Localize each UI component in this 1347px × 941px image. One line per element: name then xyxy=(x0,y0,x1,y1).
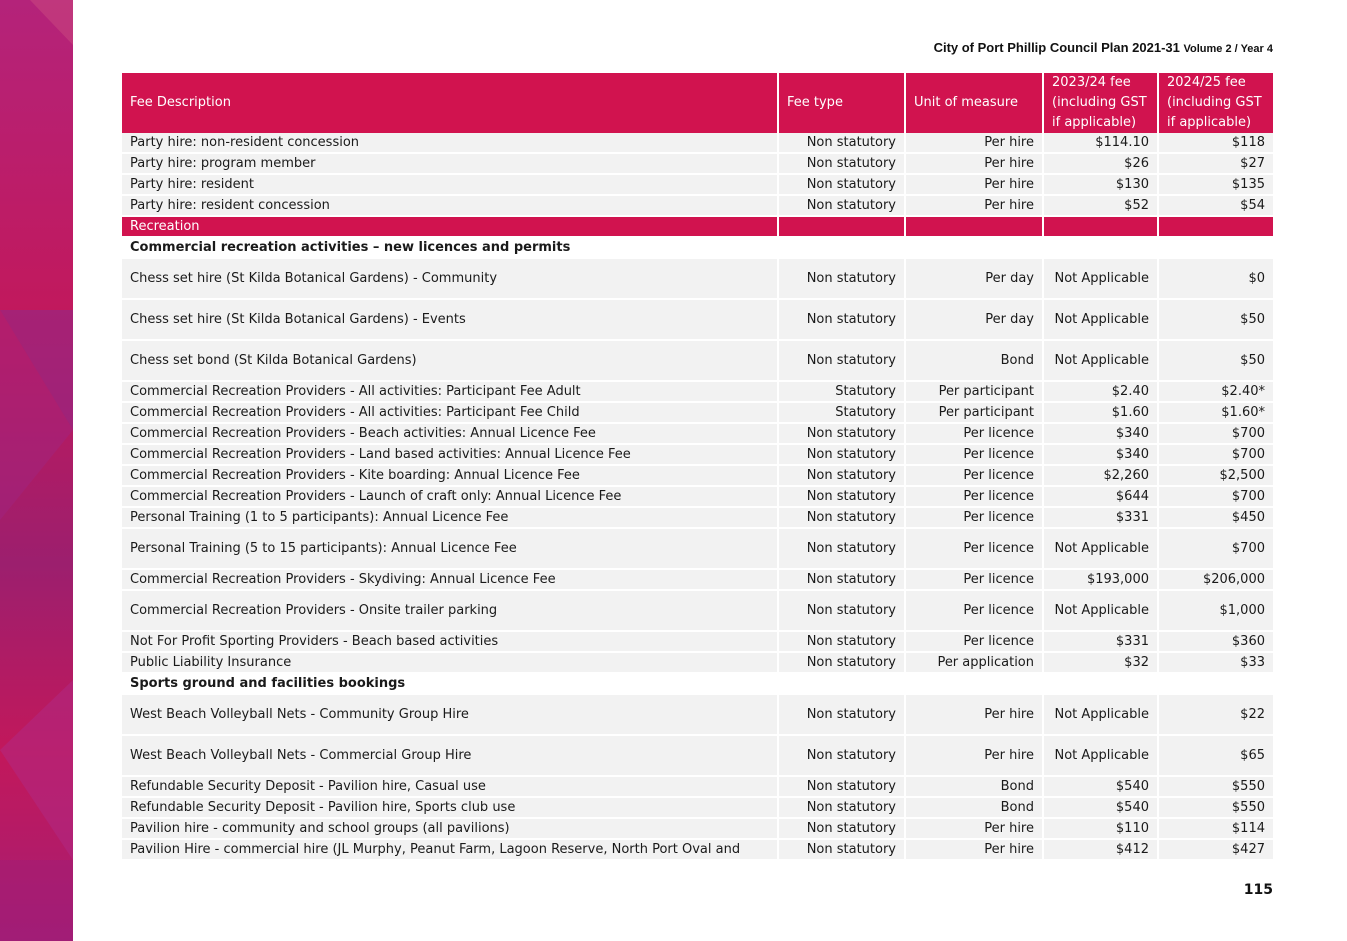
unit-of-measure-cell: Per hire xyxy=(905,694,1043,735)
fee-description-cell: Party hire: non-resident concession xyxy=(122,133,778,153)
fee-2024-25-cell: $65 xyxy=(1158,735,1273,776)
table-row xyxy=(122,153,1273,174)
fee-2023-24-cell: Not Applicable xyxy=(1043,299,1158,340)
fee-description-cell: West Beach Volleyball Nets - Commercial Group Hire xyxy=(122,735,778,776)
table-row xyxy=(122,465,1273,486)
unit-of-measure-cell: Bond xyxy=(905,340,1043,381)
fee-2023-24-cell: $52 xyxy=(1043,195,1158,216)
column-header-fee-type: Fee type xyxy=(778,73,905,133)
fee-2023-24-cell: $540 xyxy=(1043,797,1158,818)
fee-2024-25-cell: $360 xyxy=(1158,631,1273,652)
fee-2023-24-cell: $331 xyxy=(1043,507,1158,528)
unit-of-measure-cell: Per day xyxy=(905,258,1043,299)
unit-of-measure-cell: Per hire xyxy=(905,818,1043,839)
fee-2024-25-cell: $0 xyxy=(1158,258,1273,299)
unit-of-measure-cell: Per hire xyxy=(905,839,1043,860)
fee-type-cell: Non statutory xyxy=(778,776,905,797)
unit-of-measure-cell: Per licence xyxy=(905,528,1043,569)
fee-type-cell: Non statutory xyxy=(778,528,905,569)
fee-2024-25-cell: $700 xyxy=(1158,423,1273,444)
fee-description-cell: Chess set bond (St Kilda Botanical Gardens) xyxy=(122,340,778,381)
fee-2023-24-cell: $1.60 xyxy=(1043,402,1158,423)
fee-type-cell: Non statutory xyxy=(778,486,905,507)
fee-2024-25-cell: $118 xyxy=(1158,133,1273,153)
fee-2023-24-cell: $331 xyxy=(1043,631,1158,652)
fee-2024-25-cell: $27 xyxy=(1158,153,1273,174)
fee-description-cell: Commercial Recreation Providers - Onsite trailer parking xyxy=(122,590,778,631)
fee-2023-24-cell: $340 xyxy=(1043,423,1158,444)
fee-2023-24-cell: Not Applicable xyxy=(1043,258,1158,299)
fee-type-cell: Non statutory xyxy=(778,195,905,216)
table-row xyxy=(122,839,1273,860)
fee-2023-24-cell: $2.40 xyxy=(1043,381,1158,402)
table-row xyxy=(122,444,1273,465)
unit-of-measure-cell: Per participant xyxy=(905,381,1043,402)
fee-description-cell: Commercial Recreation Providers - Skydiving: Annual Licence Fee xyxy=(122,569,778,590)
unit-of-measure-cell: Per hire xyxy=(905,133,1043,153)
fee-2024-25-cell: $206,000 xyxy=(1158,569,1273,590)
unit-of-measure-cell: Per licence xyxy=(905,507,1043,528)
fee-2024-25-cell xyxy=(1158,216,1273,237)
table-row xyxy=(122,299,1273,340)
fee-2024-25-cell: $50 xyxy=(1158,299,1273,340)
fee-description-cell: Pavilion hire - community and school groups (all pavilions) xyxy=(122,818,778,839)
unit-of-measure-cell: Bond xyxy=(905,776,1043,797)
page-number: 115 xyxy=(1243,882,1273,898)
column-header-2023-24-fee: 2023/24 fee (including GST if applicable) xyxy=(1043,73,1158,133)
fee-description-cell: Personal Training (1 to 5 participants): Annual Licence Fee xyxy=(122,507,778,528)
fee-2024-25-cell: $450 xyxy=(1158,507,1273,528)
fee-type-cell: Non statutory xyxy=(778,797,905,818)
unit-of-measure-cell: Per day xyxy=(905,299,1043,340)
subheading-row xyxy=(122,237,1273,258)
table-row xyxy=(122,423,1273,444)
fee-type-cell: Non statutory xyxy=(778,694,905,735)
decorative-side-strip xyxy=(0,0,73,941)
document-header xyxy=(934,40,1273,55)
fee-description-cell: Chess set hire (St Kilda Botanical Gardens) - Events xyxy=(122,299,778,340)
table-row xyxy=(122,133,1273,153)
fee-type-cell: Non statutory xyxy=(778,465,905,486)
unit-of-measure-cell: Per hire xyxy=(905,153,1043,174)
fee-type-cell: Non statutory xyxy=(778,423,905,444)
unit-of-measure-cell: Per hire xyxy=(905,195,1043,216)
fee-2023-24-cell: $644 xyxy=(1043,486,1158,507)
fee-description-cell: Party hire: program member xyxy=(122,153,778,174)
table-row xyxy=(122,195,1273,216)
fee-description-cell: Commercial Recreation Providers - All activities: Participant Fee Adult xyxy=(122,381,778,402)
fee-description-cell: Pavilion Hire - commercial hire (JL Murphy, Peanut Farm, Lagoon Reserve, North Port Oval and xyxy=(122,839,778,860)
fee-2024-25-cell: $54 xyxy=(1158,195,1273,216)
table-row xyxy=(122,631,1273,652)
fee-2023-24-cell: Not Applicable xyxy=(1043,735,1158,776)
fee-description-cell: Party hire: resident concession xyxy=(122,195,778,216)
fee-2024-25-cell: $135 xyxy=(1158,174,1273,195)
subheading-cell: Commercial recreation activities – new licences and permits xyxy=(122,237,1273,258)
fee-type-cell: Non statutory xyxy=(778,340,905,381)
fee-2023-24-cell: Not Applicable xyxy=(1043,590,1158,631)
table-row xyxy=(122,486,1273,507)
unit-of-measure-cell: Per licence xyxy=(905,631,1043,652)
fee-type-cell: Statutory xyxy=(778,402,905,423)
unit-of-measure-cell: Per hire xyxy=(905,174,1043,195)
fee-2023-24-cell: $540 xyxy=(1043,776,1158,797)
fee-description-cell: Refundable Security Deposit - Pavilion hire, Sports club use xyxy=(122,797,778,818)
fee-type-cell: Non statutory xyxy=(778,839,905,860)
unit-of-measure-cell xyxy=(905,216,1043,237)
column-header-2024-25-fee: 2024/25 fee (including GST if applicable) xyxy=(1158,73,1273,133)
fee-description-cell: Commercial Recreation Providers - Launch of craft only: Annual Licence Fee xyxy=(122,486,778,507)
fee-2023-24-cell: $32 xyxy=(1043,652,1158,673)
fee-2023-24-cell: $114.10 xyxy=(1043,133,1158,153)
fees-table xyxy=(122,73,1273,861)
fee-2024-25-cell: $2,500 xyxy=(1158,465,1273,486)
fee-2024-25-cell: $550 xyxy=(1158,797,1273,818)
fee-2024-25-cell: $550 xyxy=(1158,776,1273,797)
table-row xyxy=(122,590,1273,631)
unit-of-measure-cell: Per licence xyxy=(905,444,1043,465)
fee-description-cell: Commercial Recreation Providers - Beach activities: Annual Licence Fee xyxy=(122,423,778,444)
fee-type-cell: Non statutory xyxy=(778,174,905,195)
fee-type-cell: Non statutory xyxy=(778,153,905,174)
unit-of-measure-cell: Per licence xyxy=(905,486,1043,507)
table-row xyxy=(122,652,1273,673)
table-row xyxy=(122,381,1273,402)
fee-2023-24-cell: $110 xyxy=(1043,818,1158,839)
fee-2024-25-cell: $427 xyxy=(1158,839,1273,860)
fee-type-cell: Non statutory xyxy=(778,631,905,652)
table-row xyxy=(122,818,1273,839)
fee-type-cell: Non statutory xyxy=(778,590,905,631)
header-volume: Volume 2 / Year 4 xyxy=(1183,43,1273,55)
fee-type-cell xyxy=(778,216,905,237)
fee-2023-24-cell: Not Applicable xyxy=(1043,528,1158,569)
geometric-pattern-graphic xyxy=(0,0,73,941)
table-row xyxy=(122,528,1273,569)
table-header-row xyxy=(122,73,1273,133)
fee-type-cell: Non statutory xyxy=(778,818,905,839)
unit-of-measure-cell: Bond xyxy=(905,797,1043,818)
fee-2024-25-cell: $700 xyxy=(1158,444,1273,465)
column-header-unit-of-measure: Unit of measure xyxy=(905,73,1043,133)
unit-of-measure-cell: Per hire xyxy=(905,735,1043,776)
column-header-fee-description: Fee Description xyxy=(122,73,778,133)
table-row xyxy=(122,776,1273,797)
fee-2024-25-cell: $22 xyxy=(1158,694,1273,735)
fee-2023-24-cell: $26 xyxy=(1043,153,1158,174)
fee-type-cell: Statutory xyxy=(778,381,905,402)
fee-description-cell: Personal Training (5 to 15 participants): Annual Licence Fee xyxy=(122,528,778,569)
section-row xyxy=(122,216,1273,237)
table-row xyxy=(122,174,1273,195)
header-title: City of Port Phillip Council Plan 2021-31 xyxy=(933,40,1180,55)
fee-description-cell: West Beach Volleyball Nets - Community Group Hire xyxy=(122,694,778,735)
fee-type-cell: Non statutory xyxy=(778,133,905,153)
fee-2023-24-cell: $340 xyxy=(1043,444,1158,465)
table-row xyxy=(122,569,1273,590)
fee-2024-25-cell: $33 xyxy=(1158,652,1273,673)
fee-2024-25-cell: $700 xyxy=(1158,528,1273,569)
unit-of-measure-cell: Per licence xyxy=(905,465,1043,486)
fee-2023-24-cell: $193,000 xyxy=(1043,569,1158,590)
fee-type-cell: Non statutory xyxy=(778,507,905,528)
unit-of-measure-cell: Per participant xyxy=(905,402,1043,423)
fee-2024-25-cell: $1,000 xyxy=(1158,590,1273,631)
fee-description-cell: Chess set hire (St Kilda Botanical Gardens) - Community xyxy=(122,258,778,299)
table-row xyxy=(122,507,1273,528)
unit-of-measure-cell: Per licence xyxy=(905,590,1043,631)
fee-2024-25-cell: $700 xyxy=(1158,486,1273,507)
fee-2024-25-cell: $114 xyxy=(1158,818,1273,839)
fee-type-cell: Non statutory xyxy=(778,299,905,340)
unit-of-measure-cell: Per application xyxy=(905,652,1043,673)
fee-description-cell: Commercial Recreation Providers - Kite boarding: Annual Licence Fee xyxy=(122,465,778,486)
fee-description-cell: Commercial Recreation Providers - Land based activities: Annual Licence Fee xyxy=(122,444,778,465)
fee-type-cell: Non statutory xyxy=(778,735,905,776)
fee-type-cell: Non statutory xyxy=(778,569,905,590)
fee-2023-24-cell: $2,260 xyxy=(1043,465,1158,486)
fee-description-cell: Recreation xyxy=(122,216,778,237)
fee-description-cell: Not For Profit Sporting Providers - Beach based activities xyxy=(122,631,778,652)
table-body xyxy=(122,133,1273,860)
table-row xyxy=(122,340,1273,381)
subheading-row xyxy=(122,673,1273,694)
unit-of-measure-cell: Per licence xyxy=(905,569,1043,590)
fee-2023-24-cell: Not Applicable xyxy=(1043,340,1158,381)
fee-description-cell: Public Liability Insurance xyxy=(122,652,778,673)
fee-2024-25-cell: $50 xyxy=(1158,340,1273,381)
fee-type-cell: Non statutory xyxy=(778,652,905,673)
fee-2023-24-cell: $130 xyxy=(1043,174,1158,195)
table-row xyxy=(122,402,1273,423)
fee-2023-24-cell: Not Applicable xyxy=(1043,694,1158,735)
table-row xyxy=(122,694,1273,735)
table-row xyxy=(122,735,1273,776)
fee-2023-24-cell: $412 xyxy=(1043,839,1158,860)
table-row xyxy=(122,797,1273,818)
fee-description-cell: Refundable Security Deposit - Pavilion hire, Casual use xyxy=(122,776,778,797)
fee-type-cell: Non statutory xyxy=(778,444,905,465)
unit-of-measure-cell: Per licence xyxy=(905,423,1043,444)
fee-description-cell: Party hire: resident xyxy=(122,174,778,195)
fee-2024-25-cell: $1.60* xyxy=(1158,402,1273,423)
subheading-cell: Sports ground and facilities bookings xyxy=(122,673,1273,694)
fee-2024-25-cell: $2.40* xyxy=(1158,381,1273,402)
fee-description-cell: Commercial Recreation Providers - All activities: Participant Fee Child xyxy=(122,402,778,423)
fee-type-cell: Non statutory xyxy=(778,258,905,299)
table-row xyxy=(122,258,1273,299)
fee-2023-24-cell xyxy=(1043,216,1158,237)
